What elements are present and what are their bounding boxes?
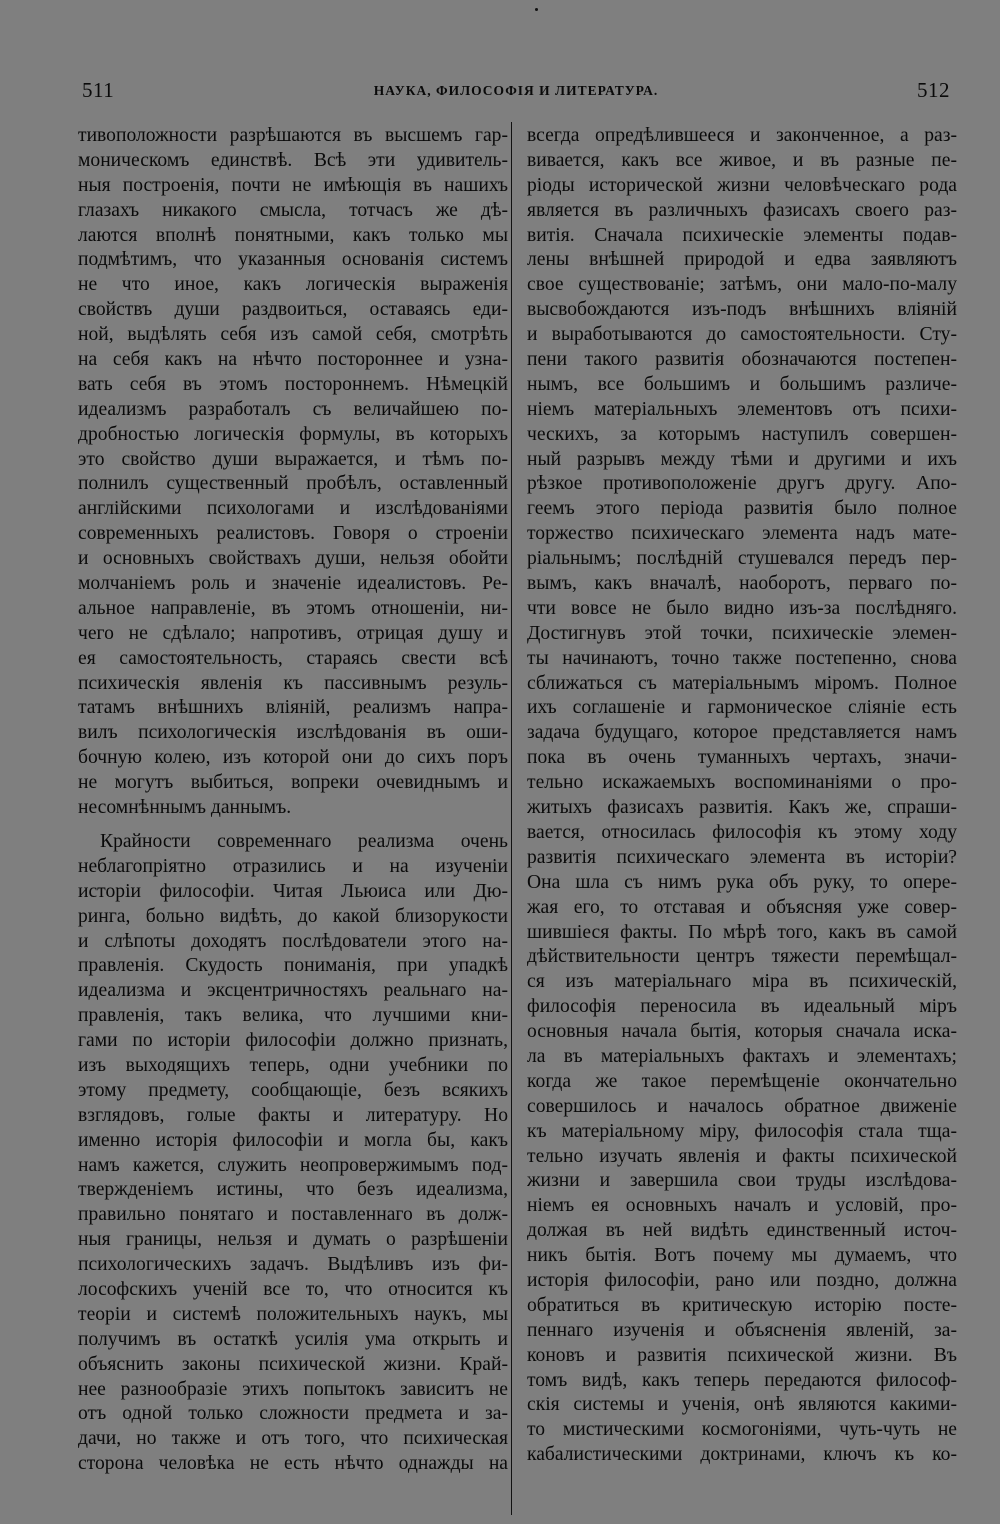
text-line: и основныхъ свойствахъ души, нельзя обойти <box>78 548 508 570</box>
text-line: геемъ этого періода развитія было полное <box>527 498 957 520</box>
text-line: жая его, то отставая и объясняя уже совер- <box>527 896 957 918</box>
text-line: скія системы и ученія, онѣ являются какими- <box>527 1394 957 1416</box>
text-line: пеннаго изученія и объясненія явленій, за- <box>527 1319 957 1341</box>
text-line: никъ бытія. Вотъ почему мы думаемъ, что <box>527 1245 957 1267</box>
text-line: шившіеся факты. По мѣрѣ того, какъ въ самой <box>527 921 957 943</box>
text-line: высвобождаются изъ-подъ внѣшнихъ вліяній <box>527 299 957 321</box>
text-line: витія. Сначала психическіе элементы подав- <box>527 224 957 246</box>
text-line: Крайности современнаго реализма очень <box>100 830 508 852</box>
text-line: сторона человѣка не есть нѣчто однажды на <box>78 1453 508 1475</box>
text-line: психическія явленія къ пассивнымъ резуль- <box>78 672 508 694</box>
text-line: гами по исторіи философіи должно признать, <box>78 1030 508 1052</box>
text-line: моническомъ единствѣ. Всѣ эти удивитель- <box>78 149 508 171</box>
text-line: психологическихъ задачъ. Выдѣливъ изъ фи- <box>78 1254 508 1276</box>
text-line: развитія психическаго элемента въ исторіи? <box>527 846 957 868</box>
text-line: ты начинаютъ, точно также постепенно, снова <box>527 647 957 669</box>
text-line: правленія. Скудость пониманія, при упадкѣ <box>78 955 508 977</box>
text-line: то мистическими космогоніями, чуть-чуть не <box>527 1419 957 1441</box>
page-header <box>82 78 950 104</box>
text-line: лософскихъ ученій все то, что относится къ <box>78 1278 508 1300</box>
text-line: твержденіемъ истины, что безъ идеализма, <box>78 1179 508 1201</box>
text-line: теоріи и системѣ положительныхъ наукъ, мы <box>78 1303 508 1325</box>
text-line: намъ кажется, служить неопровержимымъ под- <box>78 1154 508 1176</box>
text-line: не что иное, какъ логическія выраженія <box>78 274 508 296</box>
text-line: вается, относилась философія къ этому ходу <box>527 821 957 843</box>
text-line: когда же такое перемѣщеніе окончательно <box>527 1070 957 1092</box>
text-line: дачи, но также и отъ того, что психическая <box>78 1428 508 1450</box>
text-line: вать себя въ этомъ постороннемъ. Нѣмецкій <box>78 373 508 395</box>
running-title: НАУКА, ФИЛОСОФІЯ И ЛИТЕРАТУРА. <box>373 83 659 98</box>
text-line: къ матеріальному міру, философія стала тща- <box>527 1120 957 1142</box>
text-line: идеализмъ разработалъ съ величайшею по- <box>78 398 508 420</box>
text-line: обратиться въ критическую исторію посте- <box>527 1294 957 1316</box>
text-line: основныя начала бытія, которыя сначала иска- <box>527 1021 957 1043</box>
text-line: татамъ внѣшнихъ вліяній, реализмъ напра- <box>78 697 508 719</box>
text-line: совершилось и началось обратное движеніе <box>527 1095 957 1117</box>
text-line: дѣйствительности центръ тяжести перемѣщал- <box>527 946 957 968</box>
text-line: сближаться съ матеріальнымъ міромъ. Полное <box>527 672 957 694</box>
left-column <box>78 124 508 1477</box>
right-page-number: 512 <box>917 78 950 102</box>
text-line: и выработываются до самостоятельности. Сту- <box>527 324 957 346</box>
text-line: альное направленіе, въ этомъ отношеніи, ни- <box>78 597 508 619</box>
text-line: лаются вполнѣ понятными, какъ только мы <box>78 224 508 246</box>
text-line: ея самостоятельность, стараясь свести всѣ <box>78 647 508 669</box>
text-line: ла въ матеріальныхъ фактахъ и элементахъ; <box>527 1045 957 1067</box>
text-line: кабалистическими доктринами, ключъ къ ко- <box>527 1444 957 1466</box>
text-line: коновъ и развитія психической жизни. Въ <box>527 1344 957 1366</box>
text-line: не могутъ выбиться, вопреки очевиднымъ и <box>78 772 508 794</box>
text-line: идеализма и эксцентричностяхъ реальнаго на- <box>78 980 508 1002</box>
text-line: ріальнымъ; послѣдній стушевался передъ пер- <box>527 548 957 570</box>
text-line: Она шла съ нимъ рука объ руку, то опере- <box>527 871 957 893</box>
text-line: задача будущаго, которое представляется намъ <box>527 722 957 744</box>
text-line: правленія, такъ велика, что лучшими кни- <box>78 1005 508 1027</box>
text-line: лены внѣшней природой и едва заявляютъ <box>527 249 957 271</box>
text-line: нее разнообразіе этихъ попытокъ зависитъ не <box>78 1378 508 1400</box>
text-line: тельно искажаемыхъ воспоминаніями о про- <box>527 772 957 794</box>
text-line: всегда опредѣлившееся и законченное, а раз- <box>527 125 957 146</box>
text-line: изъ выходящихъ теперь, одни учебники по <box>78 1054 508 1076</box>
text-line: вивается, какъ все живое, и въ разные пе- <box>527 149 957 171</box>
right-column <box>527 124 957 1468</box>
stray-dot <box>535 8 538 11</box>
text-line: получимъ въ остаткѣ усилія ума открыть и <box>78 1328 508 1350</box>
text-line: ихъ соглашеніе и гармоническое сліяніе есть <box>527 697 957 719</box>
text-line: свое существованіе; затѣмъ, они мало-по-малу <box>527 274 957 296</box>
text-line: свойствъ души раздвоиться, оставаясь еди- <box>78 299 508 321</box>
text-line: англійскими психологами и изслѣдованіями <box>78 498 508 520</box>
text-line: ный разрывъ между тѣми и другими и ихъ <box>527 448 957 470</box>
paragraph-gap <box>78 821 508 830</box>
text-line: несомнѣннымъ даннымъ. <box>78 797 292 819</box>
text-line: отъ одной только сложности предмета и за- <box>78 1403 508 1425</box>
text-line: глазахъ никакого смысла, тотчасъ же дѣ- <box>78 199 508 221</box>
text-line: современныхъ реалистовъ. Говоря о строеніи <box>78 523 508 545</box>
text-line: рѣзкое противоположеніе другъ другу. Апо- <box>527 473 957 495</box>
text-line: томъ видѣ, какъ теперь передаются философ- <box>527 1369 957 1391</box>
text-line: этому предмету, сообщающіе, безъ всякихъ <box>78 1079 508 1101</box>
text-line: молчаніемъ роль и значеніе идеалистовъ. Ре- <box>78 573 508 595</box>
text-line: житыхъ фазисахъ развитія. Какъ же, спраши- <box>527 797 957 819</box>
text-line: полнилъ существенный пробѣлъ, оставленный <box>78 473 508 495</box>
text-line: дробностью логическія формулы, въ которыхъ <box>78 423 508 445</box>
text-line: чти вовсе не было видно изъ-за послѣдняго. <box>527 597 957 619</box>
text-line: Достигнувъ этой точки, психическіе элемен- <box>527 622 957 644</box>
column-divider <box>511 122 512 1515</box>
text-line: ринга, больно видѣть, до какой близорукости <box>78 905 508 927</box>
text-line: нымъ, все большимъ и большимъ различе- <box>527 373 957 395</box>
text-line: вымъ, какъ вначалѣ, наоборотъ, перваго по- <box>527 573 957 595</box>
text-line: ныя границы, нельзя и думать о разрѣшеніи <box>78 1229 508 1251</box>
text-line: жизни и завершила свои труды изслѣдова- <box>527 1170 957 1192</box>
text-line: это свойство души выражается, и тѣмъ по- <box>78 448 508 470</box>
text-line: пока въ очень туманныхъ чертахъ, значи- <box>527 747 957 769</box>
text-line: торжество психическаго элемента надъ мате- <box>527 523 957 545</box>
text-line: ческихъ, за которымъ наступилъ совершен- <box>527 423 957 445</box>
text-line: является въ различныхъ фазисахъ своего раз- <box>527 199 957 221</box>
text-line: объяснить законы психической жизни. Край- <box>78 1353 508 1375</box>
text-line: исторія философіи, рано или поздно, должна <box>527 1269 957 1291</box>
text-line: взглядовъ, голые факты и литературу. Но <box>78 1104 508 1126</box>
text-line: неблагопріятно отразились и на изученіи <box>78 855 508 877</box>
text-line: должая въ ней видѣть единственный источ- <box>527 1220 957 1242</box>
text-line: на себя какъ на нѣчто постороннее и узна- <box>78 349 508 371</box>
text-line: правильно понятаго и поставленнаго въ долж- <box>78 1204 508 1226</box>
text-line: философія переносила въ идеальный міръ <box>527 996 957 1018</box>
text-line: ной, выдѣлять себя изъ самой себя, смотрѣть <box>78 324 508 346</box>
text-line: подмѣтимъ, что указанныя основанія системъ <box>78 249 508 271</box>
text-line: чего не сдѣлало; напротивъ, отрицая душу и <box>78 622 508 644</box>
text-line: ся изъ матеріальнаго міра въ психическій, <box>527 971 957 993</box>
text-line: бочную колею, изъ которой они до сихъ поръ <box>78 747 508 769</box>
text-line: и слѣпоты доходятъ послѣдователи этого на- <box>78 930 508 952</box>
text-line: ніемъ ея основныхъ началъ и условій, про- <box>527 1195 957 1217</box>
text-line: исторіи философіи. Читая Льюиса или Дю- <box>78 880 508 902</box>
text-line: вилъ психологическія изслѣдованія въ оши- <box>78 722 508 744</box>
text-line: тивоположности разрѣшаются въ высшемъ гар- <box>78 125 508 146</box>
text-line: пени такого развитія обозначаются постепен- <box>527 349 957 371</box>
text-line: тельно изучать явленія и факты психической <box>527 1145 957 1167</box>
text-line: ныя построенія, почти не имѣющія въ нашихъ <box>78 174 508 196</box>
left-page-number: 511 <box>82 78 115 102</box>
text-line: именно исторія философіи и могла бы, какъ <box>78 1129 508 1151</box>
text-line: ріоды исторической жизни человѣческаго рода <box>527 174 957 196</box>
text-line: ніемъ матеріальныхъ элементовъ отъ психи- <box>527 398 957 420</box>
